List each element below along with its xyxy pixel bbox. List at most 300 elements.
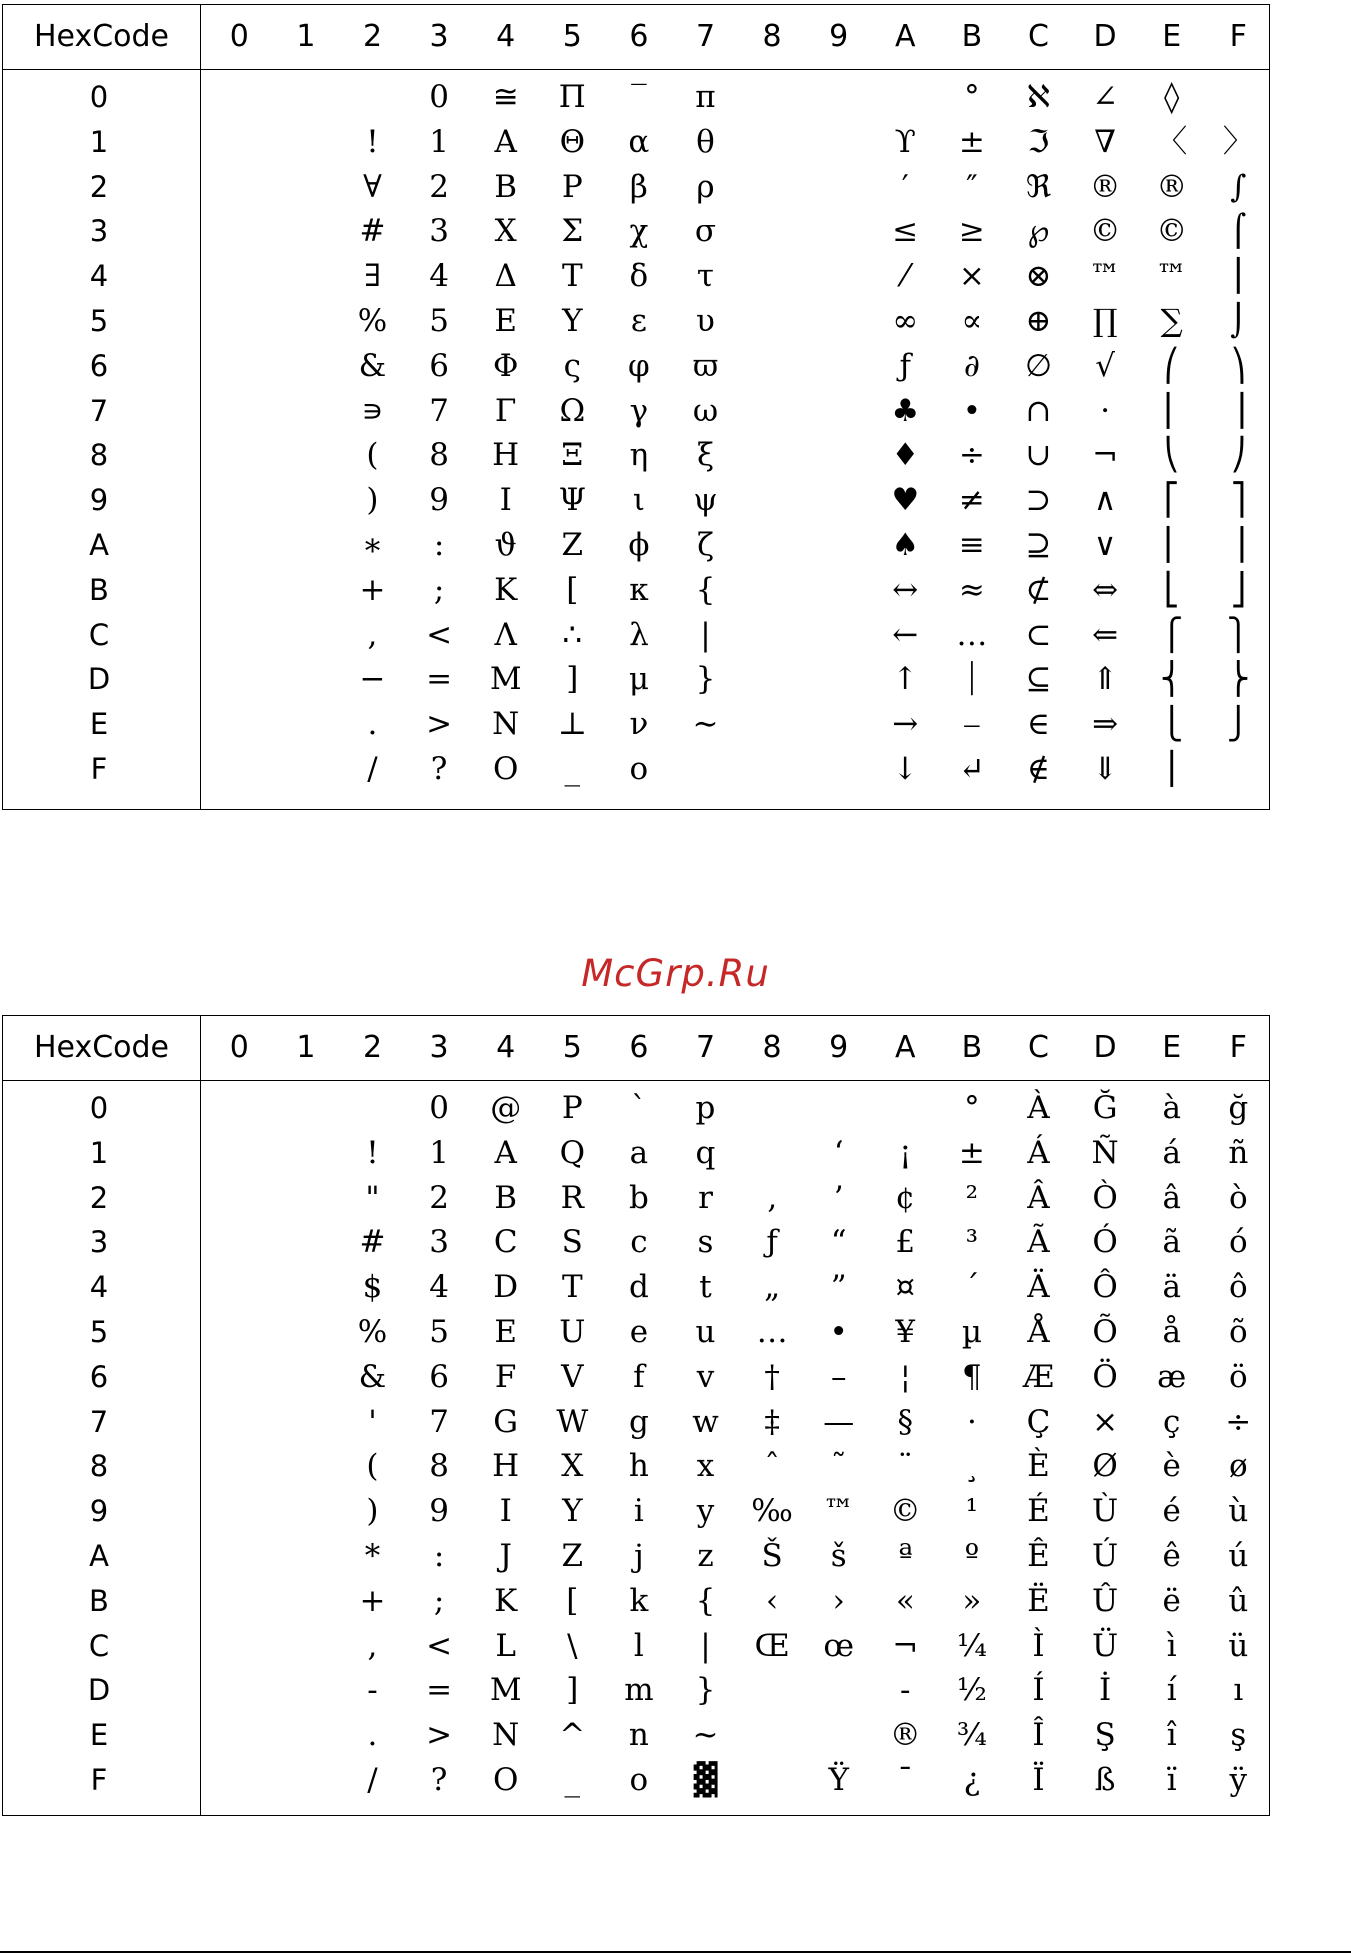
latin-character-table — [2, 1015, 1270, 1816]
char-cell: © — [889, 1493, 921, 1530]
char-cell: Ë — [1027, 1582, 1050, 1619]
char-cell: Î — [1032, 1717, 1045, 1754]
row-label-3: 3 — [89, 1225, 109, 1260]
char-cell: θ — [696, 123, 715, 160]
char-cell: ∅ — [1024, 347, 1052, 384]
char-cell: ⎭ — [1226, 706, 1250, 743]
char-cell: s — [697, 1224, 714, 1261]
char-cell: “ — [830, 1224, 847, 1261]
char-cell: P — [561, 1090, 583, 1126]
char-cell: î — [1166, 1717, 1177, 1754]
char-cell: # — [359, 213, 386, 250]
char-cell: J — [499, 1538, 512, 1574]
char-cell: α — [628, 123, 650, 160]
char-cell: § — [897, 1403, 914, 1440]
char-cell: = — [426, 661, 453, 698]
char-cell: 2 — [429, 168, 449, 205]
char-cell: È — [1027, 1448, 1050, 1485]
char-cell: ° — [964, 1090, 980, 1126]
char-cell: d — [628, 1269, 649, 1306]
char-cell: → — [892, 706, 919, 743]
char-cell: r — [698, 1179, 713, 1216]
bottom-rule — [0, 1951, 1351, 1953]
char-cell: ℵ — [1026, 79, 1051, 115]
char-cell: ¯ — [897, 1762, 914, 1798]
char-cell: | — [700, 616, 711, 653]
char-cell: ∑ — [1160, 303, 1183, 339]
char-cell: ⁄ — [902, 258, 908, 295]
char-cell: ≤ — [892, 213, 919, 250]
char-cell: μ — [628, 661, 649, 698]
char-cell: Ζ — [561, 527, 584, 563]
char-cell: ⊄ — [1025, 571, 1052, 608]
char-cell: Λ — [494, 616, 517, 653]
char-cell: 8 — [429, 1448, 449, 1485]
char-cell: Ν — [492, 706, 520, 743]
char-cell: ‘ — [833, 1134, 844, 1171]
char-cell: Η — [492, 437, 520, 474]
char-cell: e — [629, 1314, 649, 1350]
char-cell: c — [630, 1224, 648, 1261]
char-cell: Ü — [1092, 1627, 1119, 1664]
char-cell: ⎥ — [1230, 527, 1247, 563]
column-header-d: D — [1093, 19, 1117, 54]
char-cell: Φ — [492, 347, 519, 384]
char-cell: N — [492, 1717, 520, 1754]
char-cell: ⇐ — [1092, 616, 1119, 653]
char-cell: } — [695, 661, 716, 698]
char-cell: ο — [629, 751, 649, 787]
char-cell: ì — [1166, 1627, 1177, 1664]
column-header-8: 8 — [762, 1030, 782, 1065]
char-cell: % — [357, 303, 388, 339]
char-cell: Ω — [559, 392, 586, 429]
char-cell: ? — [430, 1762, 448, 1798]
row-label-a: A — [89, 528, 109, 562]
row-label-2: 2 — [89, 1180, 109, 1215]
char-cell: 6 — [429, 1358, 449, 1395]
char-cell: ι — [632, 482, 645, 519]
char-cell: 9 — [429, 1493, 449, 1530]
char-cell: Ù — [1092, 1493, 1119, 1530]
column-header-c: C — [1028, 19, 1049, 54]
char-cell: ò — [1228, 1179, 1248, 1216]
char-cell: ∈ — [1027, 706, 1050, 743]
column-header-3: 3 — [429, 1030, 449, 1065]
char-cell: ; — [433, 1582, 445, 1619]
char-cell: ∉ — [1027, 751, 1050, 787]
char-cell: Ğ — [1092, 1090, 1118, 1126]
char-cell: õ — [1228, 1314, 1248, 1350]
hexcode-label: HexCode — [33, 19, 170, 54]
char-cell: ¬ — [1092, 437, 1119, 474]
char-cell: ∧ — [1093, 482, 1117, 519]
row-label-6: 6 — [89, 348, 109, 383]
char-cell: π — [695, 79, 716, 115]
char-cell: û — [1228, 1582, 1249, 1619]
char-cell: ! — [366, 1134, 379, 1171]
char-cell: ς — [563, 347, 581, 384]
char-cell: ğ — [1228, 1090, 1249, 1126]
char-cell: Ψ — [558, 482, 586, 519]
char-cell: & — [358, 347, 387, 384]
char-cell: x — [696, 1448, 715, 1485]
char-cell: Ô — [1092, 1269, 1118, 1306]
char-cell: y — [696, 1493, 715, 1530]
char-cell: ϒ — [894, 123, 916, 160]
char-cell: ∞ — [892, 303, 919, 339]
char-cell: f — [633, 1358, 645, 1395]
char-cell: q — [695, 1134, 716, 1171]
char-cell: [ — [566, 571, 579, 608]
char-cell: δ — [629, 258, 649, 295]
char-cell: ⇑ — [1092, 661, 1119, 698]
char-cell: è — [1162, 1448, 1181, 1485]
row-label-8: 8 — [89, 438, 109, 473]
char-cell: o — [629, 1762, 649, 1798]
char-cell: 〈 — [1156, 123, 1188, 160]
char-cell: ˜ — [830, 1448, 847, 1485]
char-cell: k — [629, 1582, 649, 1619]
char-cell: ψ — [693, 482, 718, 519]
char-cell: Δ — [494, 258, 517, 295]
char-cell: √ — [1095, 347, 1115, 384]
char-cell: ® — [889, 1717, 921, 1754]
char-cell: ‾ — [631, 79, 647, 115]
column-header-7: 7 — [695, 1030, 716, 1065]
char-cell: τ — [696, 258, 715, 295]
char-cell: = — [426, 1672, 453, 1709]
symbol-character-table — [2, 4, 1270, 810]
char-cell: ´ — [964, 1269, 980, 1306]
char-cell: ← — [892, 616, 919, 653]
char-cell: ÿ — [1229, 1762, 1248, 1798]
row-label-d: D — [87, 662, 111, 697]
char-cell: F — [494, 1358, 517, 1395]
char-cell: ¾ — [956, 1717, 987, 1754]
char-cell: ℘ — [1027, 213, 1050, 250]
column-header-6: 6 — [629, 1030, 649, 1065]
row-label-b: B — [89, 1583, 109, 1618]
char-cell: Ï — [1032, 1762, 1045, 1798]
column-header-9: 9 — [829, 1030, 849, 1065]
column-header-2: 2 — [362, 19, 383, 54]
char-cell: ¿ — [963, 1762, 981, 1798]
char-cell: ⎮ — [1230, 258, 1247, 295]
char-cell: Υ — [562, 303, 583, 339]
char-cell: ↵ — [958, 751, 985, 787]
char-cell: ⎫ — [1226, 616, 1250, 653]
char-cell: Ú — [1092, 1538, 1119, 1574]
char-cell: … — [956, 616, 988, 653]
char-cell: 9 — [429, 482, 449, 519]
char-cell: I — [499, 1493, 512, 1530]
char-cell: á — [1162, 1134, 1181, 1171]
char-cell: H — [492, 1448, 520, 1485]
char-cell: C — [493, 1224, 518, 1261]
char-cell: Ρ — [561, 168, 583, 205]
char-cell: – — [830, 1358, 847, 1395]
column-header-4: 4 — [496, 19, 516, 54]
char-cell: ∃ — [364, 258, 381, 295]
char-cell: ª — [897, 1538, 913, 1574]
char-cell: ⊕ — [1025, 303, 1052, 339]
char-cell: ß — [1094, 1762, 1116, 1798]
char-cell: | — [700, 1627, 711, 1664]
char-cell: æ — [1157, 1358, 1187, 1395]
char-cell: ⎝ — [1163, 437, 1180, 474]
char-cell: ƒ — [766, 1224, 778, 1261]
char-cell: ⌡ — [1230, 303, 1247, 339]
char-cell: ⊗ — [1025, 258, 1052, 295]
char-cell: Ι — [499, 482, 512, 519]
char-cell: ⏐ — [963, 661, 981, 698]
watermark: McGrp.Ru — [581, 952, 770, 995]
row-label-c: C — [88, 617, 110, 652]
column-divider — [200, 5, 201, 809]
char-cell: ‡ — [764, 1403, 780, 1440]
char-cell: † — [764, 1358, 780, 1395]
char-cell: ÷ — [1225, 1403, 1252, 1440]
char-cell: ⎦ — [1230, 571, 1247, 608]
char-cell: ¬ — [892, 1627, 919, 1664]
char-cell: Ÿ — [828, 1762, 849, 1798]
char-cell: ξ — [696, 437, 715, 474]
char-cell: _ — [564, 751, 581, 787]
char-cell: ^ — [559, 1717, 586, 1754]
char-cell: ‹ — [765, 1582, 779, 1619]
hexcode-label: HexCode — [33, 1030, 170, 1065]
char-cell: ⎢ — [1163, 527, 1180, 563]
row-label-1: 1 — [89, 124, 109, 159]
char-cell: ’ — [833, 1179, 844, 1216]
char-cell: › — [832, 1582, 845, 1619]
char-cell: ¥ — [895, 1314, 916, 1350]
char-cell: £ — [895, 1224, 916, 1261]
column-header-b: B — [961, 19, 983, 54]
char-cell: Ó — [1092, 1224, 1118, 1261]
char-cell: 7 — [429, 1403, 449, 1440]
char-cell: # — [359, 1224, 386, 1261]
char-cell: - — [367, 1672, 378, 1709]
column-header-0: 0 — [229, 1030, 249, 1065]
char-cell: Y — [562, 1493, 583, 1530]
char-cell: ) — [366, 1493, 379, 1530]
char-cell: E — [494, 1314, 517, 1350]
char-cell: ‚ — [767, 1179, 778, 1216]
char-cell: ° — [964, 79, 980, 115]
char-cell: Û — [1092, 1582, 1119, 1619]
char-cell: - — [900, 1672, 911, 1709]
column-header-b: B — [961, 1030, 983, 1065]
char-cell: ∪ — [1025, 437, 1052, 474]
char-cell: É — [1027, 1493, 1050, 1530]
char-cell: W — [556, 1403, 589, 1440]
char-cell: ◊ — [1164, 79, 1180, 115]
char-cell: ≡ — [958, 527, 985, 563]
char-cell: Ø — [1092, 1448, 1118, 1485]
char-cell: ä — [1162, 1269, 1181, 1306]
char-cell: n — [628, 1717, 649, 1754]
char-cell: ℜ — [1025, 168, 1052, 205]
char-cell: 7 — [429, 392, 449, 429]
char-cell: ⇒ — [1092, 706, 1119, 743]
char-cell: ı — [1233, 1672, 1244, 1709]
char-cell: L — [495, 1627, 516, 1664]
char-cell: ζ — [697, 527, 714, 563]
row-label-1: 1 — [89, 1135, 109, 1170]
char-cell: 1 — [429, 123, 449, 160]
char-cell: ş — [1230, 1717, 1247, 1754]
char-cell: z — [697, 1538, 714, 1574]
column-header-6: 6 — [629, 19, 649, 54]
column-header-3: 3 — [429, 19, 449, 54]
column-header-d: D — [1093, 1030, 1117, 1065]
char-cell: ¨ — [897, 1448, 914, 1485]
char-cell: − — [359, 661, 386, 698]
char-cell: ï — [1166, 1762, 1177, 1798]
row-label-7: 7 — [89, 1404, 109, 1439]
char-cell: À — [1027, 1090, 1050, 1126]
char-cell: ♥ — [891, 482, 920, 519]
char-cell: @ — [490, 1090, 522, 1126]
row-label-b: B — [89, 572, 109, 607]
char-cell: Ş — [1094, 1717, 1116, 1754]
char-cell: ↔ — [892, 571, 919, 608]
char-cell: ″ — [966, 168, 978, 205]
char-cell: η — [629, 437, 649, 474]
char-cell: ⎠ — [1230, 437, 1247, 474]
char-cell: « — [895, 1582, 915, 1619]
char-cell: ♠ — [891, 527, 920, 563]
char-cell: Θ — [559, 123, 585, 160]
char-cell: K — [494, 1582, 518, 1619]
char-cell: T — [561, 1269, 583, 1306]
char-cell: š — [830, 1538, 847, 1574]
char-cell: 4 — [429, 258, 449, 295]
char-cell: ⎩ — [1160, 706, 1184, 743]
column-header-1: 1 — [296, 1030, 316, 1065]
char-cell: à — [1162, 1090, 1181, 1126]
char-cell: ¢ — [895, 1179, 916, 1216]
char-cell: > — [426, 1717, 453, 1754]
row-label-5: 5 — [89, 1315, 109, 1349]
char-cell: 5 — [429, 1314, 449, 1350]
char-cell: v — [696, 1358, 715, 1395]
char-cell: , — [367, 616, 378, 653]
char-cell: ∝ — [961, 303, 983, 339]
char-cell: ‰ — [751, 1493, 793, 1530]
char-cell: Τ — [561, 258, 583, 295]
row-label-6: 6 — [89, 1359, 109, 1394]
char-cell: 1 — [429, 1134, 449, 1171]
char-cell: w — [692, 1403, 719, 1440]
char-cell: ⊥ — [557, 706, 587, 743]
char-cell: ρ — [696, 168, 715, 205]
char-cell: ê — [1162, 1538, 1181, 1574]
char-cell: — — [823, 1403, 855, 1440]
row-label-9: 9 — [89, 1494, 109, 1529]
char-cell: 6 — [429, 347, 449, 384]
char-cell: \ — [567, 1627, 578, 1664]
char-cell: / — [367, 751, 378, 787]
char-cell: µ — [961, 1314, 982, 1350]
char-cell: Ì — [1032, 1627, 1045, 1664]
char-cell: ⎞ — [1230, 347, 1247, 384]
char-cell: Β — [494, 168, 518, 205]
char-cell: Ñ — [1091, 1134, 1119, 1171]
char-cell: â — [1162, 1179, 1181, 1216]
char-cell: ~ — [692, 1717, 719, 1754]
char-cell: ⊂ — [1025, 616, 1052, 653]
char-cell: Χ — [494, 213, 517, 250]
char-cell: ∼ — [692, 706, 719, 743]
row-label-8: 8 — [89, 1449, 109, 1484]
char-cell: : — [433, 1538, 445, 1574]
char-cell: Μ — [489, 661, 522, 698]
column-header-5: 5 — [562, 19, 582, 54]
char-cell: ν — [629, 706, 649, 743]
char-cell: Ö — [1092, 1358, 1118, 1395]
char-cell: ∂ — [963, 347, 980, 384]
char-cell: ; — [433, 571, 445, 608]
row-label-3: 3 — [89, 214, 109, 249]
char-cell: ¡ — [899, 1134, 912, 1171]
char-cell: ™ — [1156, 258, 1188, 295]
char-cell: % — [357, 1314, 388, 1350]
char-cell: 0 — [429, 1090, 449, 1126]
column-divider — [200, 1016, 201, 1815]
char-cell: ∠ — [1092, 79, 1119, 115]
column-header-8: 8 — [762, 19, 782, 54]
char-cell: ⎯ — [964, 706, 980, 743]
char-cell: u — [695, 1314, 716, 1350]
char-cell: ′ — [901, 168, 909, 205]
char-cell: ♣ — [891, 392, 920, 429]
char-cell: ▓ — [693, 1762, 718, 1798]
char-cell: ω — [692, 392, 719, 429]
char-cell: ∴ — [562, 616, 583, 653]
char-cell: ⎬ — [1226, 661, 1250, 698]
char-cell: ϖ — [692, 347, 719, 384]
char-cell: œ — [823, 1627, 855, 1664]
char-cell: × — [958, 258, 985, 295]
char-cell: ø — [1228, 1448, 1248, 1485]
row-label-0: 0 — [89, 80, 109, 114]
char-cell: » — [962, 1582, 982, 1619]
char-cell: ] — [566, 661, 579, 698]
char-cell: Γ — [494, 392, 517, 429]
char-cell: Œ — [754, 1627, 790, 1664]
char-cell: ⎪ — [1160, 751, 1184, 787]
char-cell: { — [695, 1582, 716, 1619]
char-cell: ² — [965, 1179, 979, 1216]
char-cell: © — [1156, 213, 1188, 250]
char-cell: ® — [1089, 168, 1121, 205]
char-cell: " — [365, 1179, 380, 1216]
char-cell: / — [367, 1762, 378, 1798]
char-cell: ± — [958, 1134, 985, 1171]
char-cell: Ê — [1027, 1538, 1050, 1574]
char-cell: ¤ — [895, 1269, 916, 1306]
char-cell: . — [367, 1717, 378, 1754]
char-cell: ® — [1156, 168, 1188, 205]
char-cell: ∩ — [1025, 392, 1052, 429]
char-cell: ” — [830, 1269, 847, 1306]
char-cell: ] — [566, 1672, 579, 1709]
char-cell: j — [634, 1538, 644, 1574]
char-cell: ⇔ — [1092, 571, 1119, 608]
